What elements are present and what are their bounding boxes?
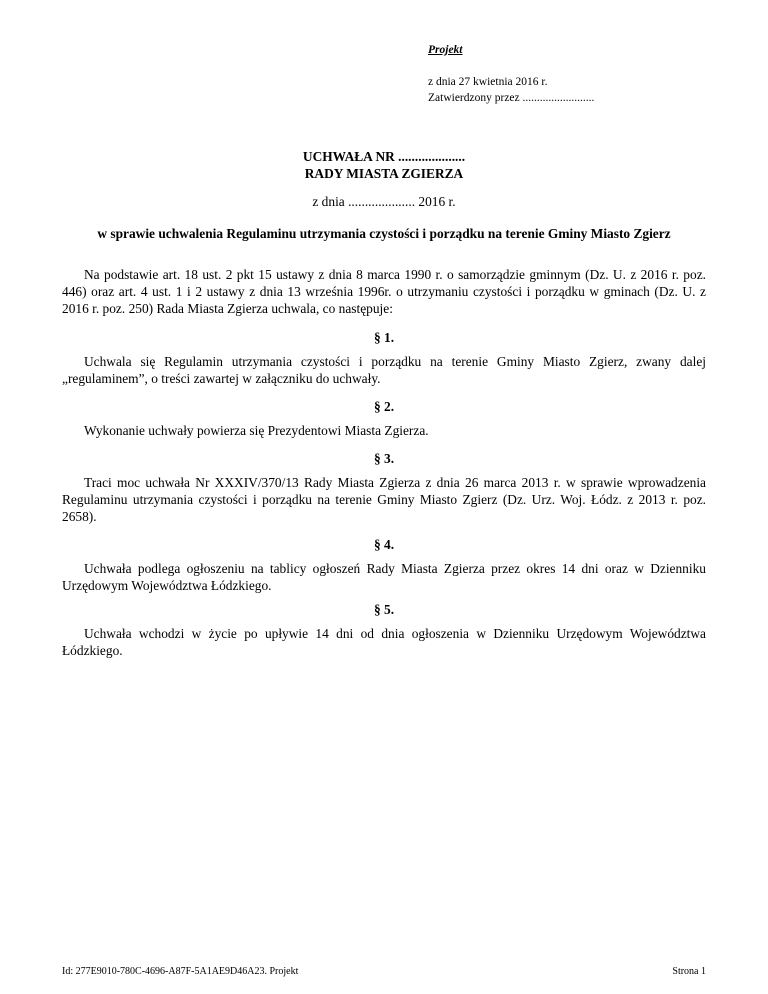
resolution-subject: w sprawie uchwalenia Regulaminu utrzymania czystości i porządku na terenie Gminy Miasto Zgierz xyxy=(97,226,671,241)
section-5-mark: § 5. xyxy=(373,602,395,617)
approved-by: Zatwierdzony przez ......................... xyxy=(428,92,595,104)
header-block xyxy=(428,42,594,106)
page-number: Strona 1 xyxy=(672,966,706,977)
section-3-text: Traci moc uchwała Nr XXXIV/370/13 Rady Miasta Zgierza z dnia 26 marca 2013 r. w sprawie wprowadzenia Regulaminu utrzymania czystości i porządku na terenie Gminy Miasto Zgierz (Dz. Urz. Woj. Łódz. z 2013 r. poz. 2658). xyxy=(62,475,706,524)
section-1-text: Uchwala się Regulamin utrzymania czystości i porządku na terenie Gminy Miasto Zgierz, zwany dalej „regulaminem”, o treści zawartej w załączniku do uchwały. xyxy=(62,354,706,386)
section-5-text: Uchwała wchodzi w życie po upływie 14 dni od dnia ogłoszenia w Dzienniku Urzędowym Województwa Łódzkiego. xyxy=(62,626,706,658)
section-2-text: Wykonanie uchwały powierza się Prezydentowi Miasta Zgierza. xyxy=(84,423,429,438)
section-4-mark: § 4. xyxy=(373,537,395,552)
draft-date: z dnia 27 kwietnia 2016 r. xyxy=(428,76,548,88)
resolution-date: z dnia .................... 2016 r. xyxy=(312,194,456,209)
section-3-mark: § 3. xyxy=(373,451,395,466)
resolution-number: UCHWAŁA NR .................... xyxy=(302,149,466,164)
resolution-title xyxy=(0,148,768,182)
section-4-text: Uchwała podlega ogłoszeniu na tablicy ogłoszeń Rady Miasta Zgierza przez okres 14 dni oraz w Dzienniku Urzędowym Województwa Łódzkiego. xyxy=(62,561,706,593)
section-1-mark: § 1. xyxy=(373,330,395,345)
document-id: Id: 277E9010-780C-4696-A87F-5A1AE9D46A23. Projekt xyxy=(62,966,299,977)
projekt-label: Projekt xyxy=(428,44,463,56)
council-name: RADY MIASTA ZGIERZA xyxy=(304,166,464,181)
section-2-mark: § 2. xyxy=(373,399,395,414)
preamble: Na podstawie art. 18 ust. 2 pkt 15 ustawy z dnia 8 marca 1990 r. o samorządzie gminnym (Dz. U. z 2016 r. poz. 446) oraz art. 4 ust. 1 i 2 ustawy z dnia 13 września 1996r. o utrzymaniu czystości i porządku w gminach (Dz. U. z 2016 r. poz. 250) Rada Miasta Zgierza uchwala, co następuje: xyxy=(62,267,706,316)
